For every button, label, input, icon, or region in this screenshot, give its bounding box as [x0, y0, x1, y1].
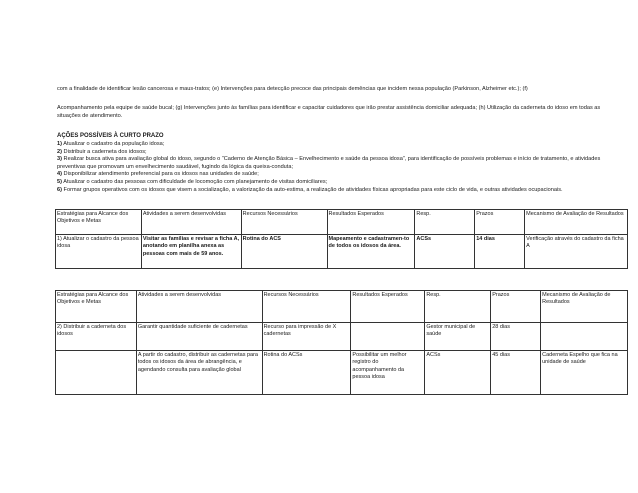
header-cell: Atividades a serem desenvolvidas — [136, 291, 262, 323]
table-cell: 45 dias — [491, 351, 541, 395]
table-cell: Recurso para impressão de X cadernetas — [262, 323, 351, 351]
table-cell — [56, 351, 137, 395]
table-cell: 2) Distribuir a caderneta dos idosos — [56, 323, 137, 351]
section-heading: AÇÕES POSSÍVEIS À CURTO PRAZO — [57, 133, 164, 139]
table-row — [56, 235, 628, 269]
table-cell: ACSs — [425, 351, 491, 395]
table-cell: Mapeamento e cadastramen-to de todos os idosos da área. — [327, 235, 415, 269]
table-cell — [541, 323, 628, 351]
header-cell: Estratégias para Alcance dos Objetivos e Metas — [56, 210, 142, 235]
header-cell: Mecanismo de Avaliação de Resultados — [541, 291, 628, 323]
table-row — [56, 351, 628, 395]
table-cell: Rotina do ACSs — [262, 351, 351, 395]
table-cell: Caderneta Espelho que fica na unidade de saúde — [541, 351, 628, 395]
header-cell: Atividades a serem desenvolvidas — [141, 210, 241, 235]
table-cell: Rotina do ACS — [241, 235, 327, 269]
table-cell: 28 dias — [491, 323, 541, 351]
table-cell — [351, 323, 425, 351]
list-item: 6) Formar grupos operativos com os idosos que visem a socialização, a valorização da auto-estima, a realização de atividades físicas apropriadas para este ciclo de vida, e outras atividades ocupacionais. — [57, 186, 563, 193]
table-cell: A partir do cadastro, distribuir as cadernetas para todos os idosos da área de abrangência, e agendando consulta para avaliação global — [136, 351, 262, 395]
header-cell: Recursos Necessários — [241, 210, 327, 235]
table-cell: Verificação através do cadastro da ficha A — [525, 235, 628, 269]
header-cell: Resultados Esperados — [327, 210, 415, 235]
table-header-row — [56, 210, 628, 235]
list-item: 4) Disponibilizar atendimento preferencial para os idosos nas unidades de saúde; — [57, 171, 259, 178]
table-cell: Visitar as famílias e revisar a ficha A, anotando em planilha anexa as pessoas com mais de 59 anos. — [141, 235, 241, 269]
table-cell: Garantir quantidade suficiente de cadernetas — [136, 323, 262, 351]
table-cell: ACSs — [415, 235, 475, 269]
header-cell: Resp. — [425, 291, 491, 323]
table-cell: 14 dias — [475, 235, 525, 269]
table-cell: Gestor municipal de saúde — [425, 323, 491, 351]
header-cell: Estratégias para Alcance dos Objetivos e Metas — [56, 291, 137, 323]
header-cell: Resp. — [415, 210, 475, 235]
table-row — [56, 323, 628, 351]
header-cell: Resultados Esperados — [351, 291, 425, 323]
header-cell: Prazos — [491, 291, 541, 323]
intro-paragraph-2: Acompanhamento pela equipe de saúde bucal; (g) Intervenções junto às famílias para identificar e capacitar cuidadores que irão prestar assistência domiciliar adequada; (h) Utilização da caderneta do idoso em todas as situações de atendimento. — [57, 105, 601, 119]
header-cell: Mecanismo de Avaliação de Resultados — [525, 210, 628, 235]
list-item: 3) Realizar busca ativa para avaliação global do idoso, segundo o “Caderno de Atenção Básica – Envelhecimento e saúde da pessoa idosa”, para identificação de possíveis problemas e início de tratamento, e atividades preventivas que promovam um envelhecimento saudável, fugindo da lógica da queixa-conduta; — [57, 156, 601, 170]
list-item: 5) Atualizar o cadastro das pessoas com dificuldade de locomoção com planejamento de visitas domiciliares; — [57, 178, 328, 185]
header-cell: Recursos Necessários — [262, 291, 351, 323]
table-header-row — [56, 291, 628, 323]
table-cell: Possibilitar um melhor registro do acompanhamento da pessoa idosa — [351, 351, 425, 395]
header-cell: Prazos — [475, 210, 525, 235]
action-plan-table-2 — [55, 290, 628, 395]
list-item: 2) Distribuir a caderneta dos idosos; — [57, 148, 147, 155]
actions-list — [57, 141, 617, 194]
intro-paragraph-1: com a finalidade de identificar lesão cancerosa e maus-tratos; (e) Intervenções para detecção precoce das principais demências que incidem nessa população (Parkinson, Alzheimer etc.); (f) — [57, 86, 528, 92]
action-plan-table-1 — [55, 209, 628, 269]
table-cell: 1) Atualizar o cadastro da pessoa idosa — [56, 235, 142, 269]
list-item: 1) Atualizar o cadastro da população idosa; — [57, 141, 165, 147]
